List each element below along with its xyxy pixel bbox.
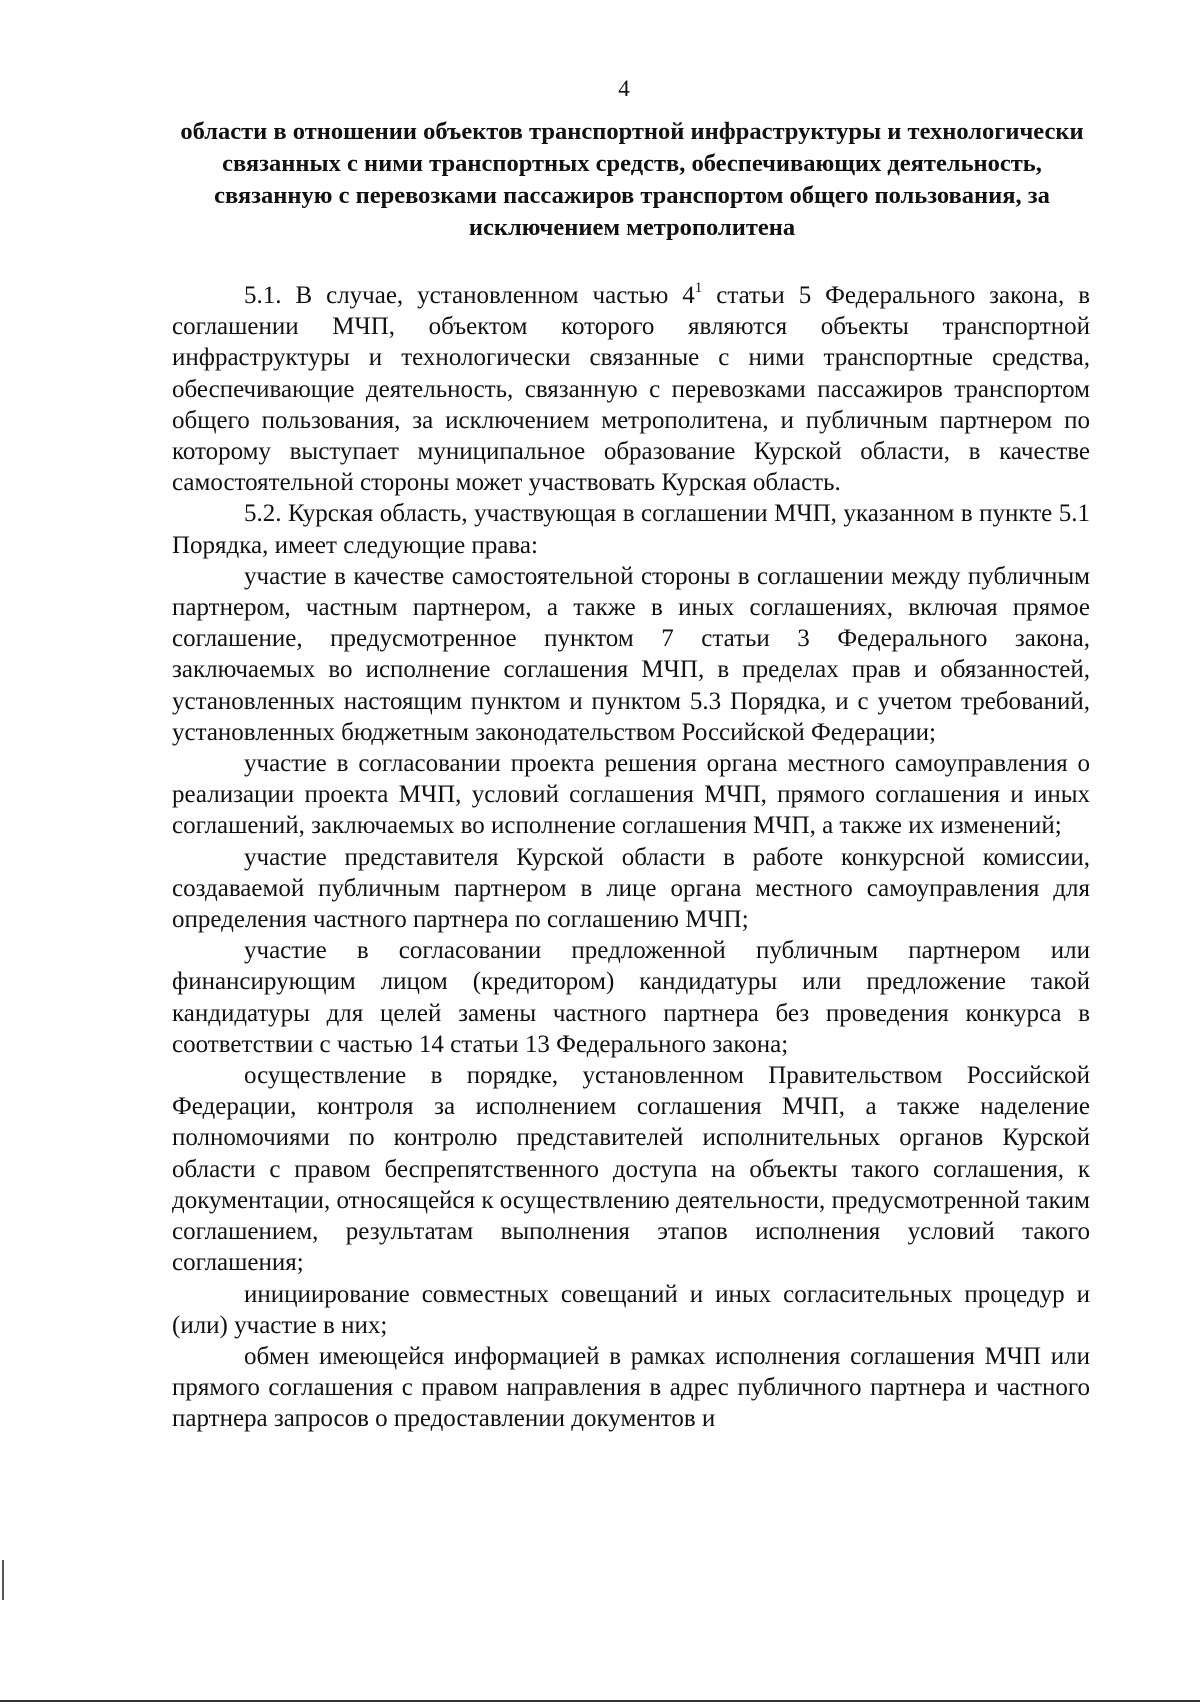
scan-edge-mark bbox=[2, 1560, 4, 1600]
paragraph-5-1 bbox=[172, 280, 1090, 498]
section-heading: области в отношении объектов транспортной инфраструктуры и технологически связанных с ними транспортных средств, обеспечивающих деятельность, связанную с перевозками пассажиров транспортом общего пользования, за исключением метрополитена bbox=[180, 118, 1084, 241]
right-item-commission: участие представителя Курской области в работе конкурсной комиссии, создаваемой публичным партнером в лице органа местного самоуправления для определения частного партнера по соглашению МЧП; bbox=[172, 843, 1090, 934]
scan-bottom-edge bbox=[0, 1700, 1200, 1702]
right-item-meetings: инициирование совместных совещаний и иных согласительных процедур и (или) участие в них; bbox=[172, 1280, 1090, 1339]
paragraph-5-2: 5.2. Курская область, участвующая в соглашении МЧП, указанном в пункте 5.1 Порядка, имеет следующие права: bbox=[172, 500, 1090, 559]
right-item-control: осуществление в порядке, установленном Правительством Российской Федерации, контроля за исполнением соглашения МЧП, а также наделение полномочиями по контролю представителей исполнительных органов Курской области с правом беспрепятственного доступа на объекты такого соглашения, к документации, относящейся к осуществлению деятельности, предусмотренной таким соглашением, результатам выполнения этапов исполнения условий такого соглашения; bbox=[172, 1062, 1090, 1277]
right-item-partner-replacement: участие в согласовании предложенной публичным партнером или финансирующим лицом (кредитором) кандидатуры или предложение такой кандидатуры для целей замены частного партнера без проведения конкурса в соответствии с частью 14 статьи 13 Федерального закона; bbox=[172, 937, 1090, 1058]
superscript-1: 1 bbox=[694, 280, 703, 296]
paragraph-5-1-rest: статьи 5 Федерального закона, в соглашении МЧП, объектом которого являются объекты транспортной инфраструктуры и технологически связанные с ними транспортные средства, обеспечивающие деятельность, связанную с перевозками пассажиров транспортом общего пользования, за исключением метрополитена, и публичным партнером по которому выступает муниципальное образование Курской области, в качестве самостоятельной стороны может участвовать Курская область. bbox=[172, 282, 1090, 497]
page-number: 4 bbox=[618, 76, 630, 101]
right-item-approval: участие в согласовании проекта решения органа местного самоуправления о реализации проекта МЧП, условий соглашения МЧП, прямого соглашения и иных соглашений, заключаемых во исполнение соглашения МЧП, а также их изменений; bbox=[172, 750, 1090, 840]
right-item-information-exchange: обмен имеющейся информацией в рамках исполнения соглашения МЧП или прямого соглашения с правом направления в адрес публичного партнера и частного партнера запросов о предоставлении документов и bbox=[172, 1342, 1090, 1433]
paragraph-5-1-start: 5.1. В случае, установленном частью 4 bbox=[244, 282, 695, 309]
right-item-independent-party: участие в качестве самостоятельной стороны в соглашении между публичным партнером, частным партнером, а также в иных соглашениях, включая прямое соглашение, предусмотренное пунктом 7 статьи 3 Федерального закона, заключаемых во исполнение соглашения МЧП, в пределах прав и обязанностей, установленных настоящим пунктом и пунктом 5.3 Порядка, и с учетом требований, установленных бюджетным законодательством Российской Федерации; bbox=[172, 562, 1090, 746]
document-body bbox=[172, 280, 1090, 1435]
